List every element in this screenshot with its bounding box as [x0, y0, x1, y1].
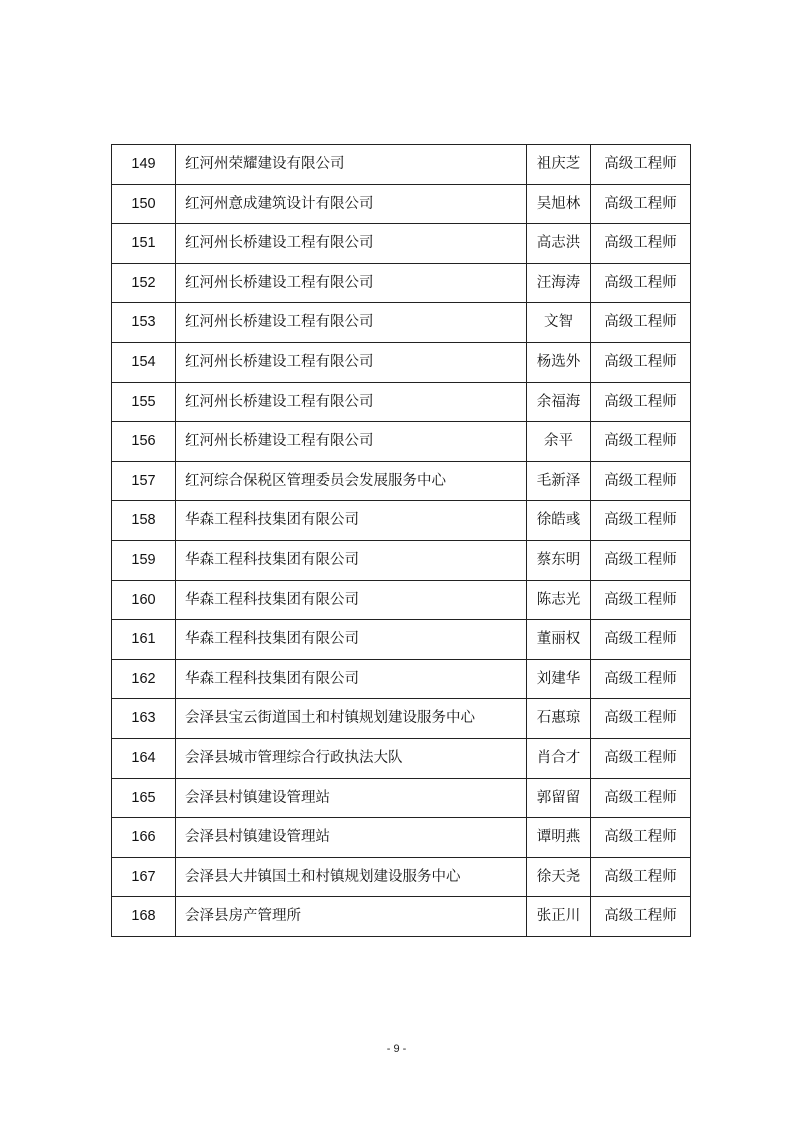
table-row — [112, 382, 691, 422]
organization-cell: 会泽县房产管理所 — [176, 897, 527, 937]
job-title-cell: 高级工程师 — [591, 620, 691, 660]
organization-cell: 华森工程科技集团有限公司 — [176, 540, 527, 580]
personnel-table-body — [112, 145, 691, 937]
person-name-cell: 余福海 — [527, 382, 591, 422]
job-title-cell: 高级工程师 — [591, 818, 691, 858]
person-name-cell: 毛新泽 — [527, 461, 591, 501]
person-name-cell: 石惠琼 — [527, 699, 591, 739]
person-name-cell: 陈志光 — [527, 580, 591, 620]
job-title-cell: 高级工程师 — [591, 699, 691, 739]
job-title-cell: 高级工程师 — [591, 145, 691, 185]
person-name-cell: 刘建华 — [527, 659, 591, 699]
organization-cell: 红河州长桥建设工程有限公司 — [176, 342, 527, 382]
job-title-cell: 高级工程师 — [591, 857, 691, 897]
row-number-cell: 166 — [112, 818, 176, 858]
job-title-cell: 高级工程师 — [591, 540, 691, 580]
row-number-cell: 163 — [112, 699, 176, 739]
table-row — [112, 897, 691, 937]
person-name-cell: 杨选外 — [527, 342, 591, 382]
organization-cell: 华森工程科技集团有限公司 — [176, 659, 527, 699]
row-number-cell: 162 — [112, 659, 176, 699]
organization-cell: 会泽县宝云街道国土和村镇规划建设服务中心 — [176, 699, 527, 739]
table-row — [112, 303, 691, 343]
organization-cell: 会泽县村镇建设管理站 — [176, 818, 527, 858]
row-number-cell: 155 — [112, 382, 176, 422]
organization-cell: 红河州长桥建设工程有限公司 — [176, 224, 527, 264]
row-number-cell: 154 — [112, 342, 176, 382]
person-name-cell: 蔡东明 — [527, 540, 591, 580]
person-name-cell: 徐天尧 — [527, 857, 591, 897]
organization-cell: 红河综合保税区管理委员会发展服务中心 — [176, 461, 527, 501]
organization-cell: 会泽县大井镇国土和村镇规划建设服务中心 — [176, 857, 527, 897]
table-row — [112, 659, 691, 699]
table-row — [112, 263, 691, 303]
job-title-cell: 高级工程师 — [591, 342, 691, 382]
organization-cell: 会泽县村镇建设管理站 — [176, 778, 527, 818]
table-row — [112, 540, 691, 580]
organization-cell: 红河州荣耀建设有限公司 — [176, 145, 527, 185]
table-row — [112, 342, 691, 382]
job-title-cell: 高级工程师 — [591, 501, 691, 541]
person-name-cell: 徐皓彧 — [527, 501, 591, 541]
table-row — [112, 501, 691, 541]
table-row — [112, 224, 691, 264]
person-name-cell: 张正川 — [527, 897, 591, 937]
table-row — [112, 738, 691, 778]
organization-cell: 华森工程科技集团有限公司 — [176, 620, 527, 660]
row-number-cell: 157 — [112, 461, 176, 501]
person-name-cell: 余平 — [527, 422, 591, 462]
row-number-cell: 168 — [112, 897, 176, 937]
job-title-cell: 高级工程师 — [591, 580, 691, 620]
row-number-cell: 149 — [112, 145, 176, 185]
personnel-table — [111, 144, 691, 937]
row-number-cell: 165 — [112, 778, 176, 818]
job-title-cell: 高级工程师 — [591, 659, 691, 699]
job-title-cell: 高级工程师 — [591, 303, 691, 343]
person-name-cell: 汪海涛 — [527, 263, 591, 303]
table-row — [112, 422, 691, 462]
table-row — [112, 620, 691, 660]
row-number-cell: 158 — [112, 501, 176, 541]
table-row — [112, 818, 691, 858]
table-row — [112, 778, 691, 818]
table-row — [112, 580, 691, 620]
table-row — [112, 145, 691, 185]
row-number-cell: 161 — [112, 620, 176, 660]
organization-cell: 红河州长桥建设工程有限公司 — [176, 382, 527, 422]
job-title-cell: 高级工程师 — [591, 422, 691, 462]
organization-cell: 华森工程科技集团有限公司 — [176, 580, 527, 620]
job-title-cell: 高级工程师 — [591, 263, 691, 303]
job-title-cell: 高级工程师 — [591, 738, 691, 778]
job-title-cell: 高级工程师 — [591, 897, 691, 937]
organization-cell: 红河州意成建筑设计有限公司 — [176, 184, 527, 224]
row-number-cell: 153 — [112, 303, 176, 343]
row-number-cell: 156 — [112, 422, 176, 462]
organization-cell: 会泽县城市管理综合行政执法大队 — [176, 738, 527, 778]
organization-cell: 红河州长桥建设工程有限公司 — [176, 303, 527, 343]
person-name-cell: 谭明燕 — [527, 818, 591, 858]
job-title-cell: 高级工程师 — [591, 224, 691, 264]
row-number-cell: 164 — [112, 738, 176, 778]
organization-cell: 华森工程科技集团有限公司 — [176, 501, 527, 541]
page-number: - 9 - — [386, 1043, 407, 1055]
organization-cell: 红河州长桥建设工程有限公司 — [176, 263, 527, 303]
organization-cell: 红河州长桥建设工程有限公司 — [176, 422, 527, 462]
table-row — [112, 857, 691, 897]
table-row — [112, 699, 691, 739]
person-name-cell: 肖合才 — [527, 738, 591, 778]
job-title-cell: 高级工程师 — [591, 461, 691, 501]
person-name-cell: 吴旭林 — [527, 184, 591, 224]
job-title-cell: 高级工程师 — [591, 184, 691, 224]
job-title-cell: 高级工程师 — [591, 778, 691, 818]
row-number-cell: 152 — [112, 263, 176, 303]
person-name-cell: 祖庆芝 — [527, 145, 591, 185]
row-number-cell: 160 — [112, 580, 176, 620]
row-number-cell: 151 — [112, 224, 176, 264]
person-name-cell: 高志洪 — [527, 224, 591, 264]
table-row — [112, 461, 691, 501]
row-number-cell: 150 — [112, 184, 176, 224]
row-number-cell: 159 — [112, 540, 176, 580]
person-name-cell: 文智 — [527, 303, 591, 343]
row-number-cell: 167 — [112, 857, 176, 897]
table-row — [112, 184, 691, 224]
job-title-cell: 高级工程师 — [591, 382, 691, 422]
person-name-cell: 郭留留 — [527, 778, 591, 818]
person-name-cell: 董丽权 — [527, 620, 591, 660]
